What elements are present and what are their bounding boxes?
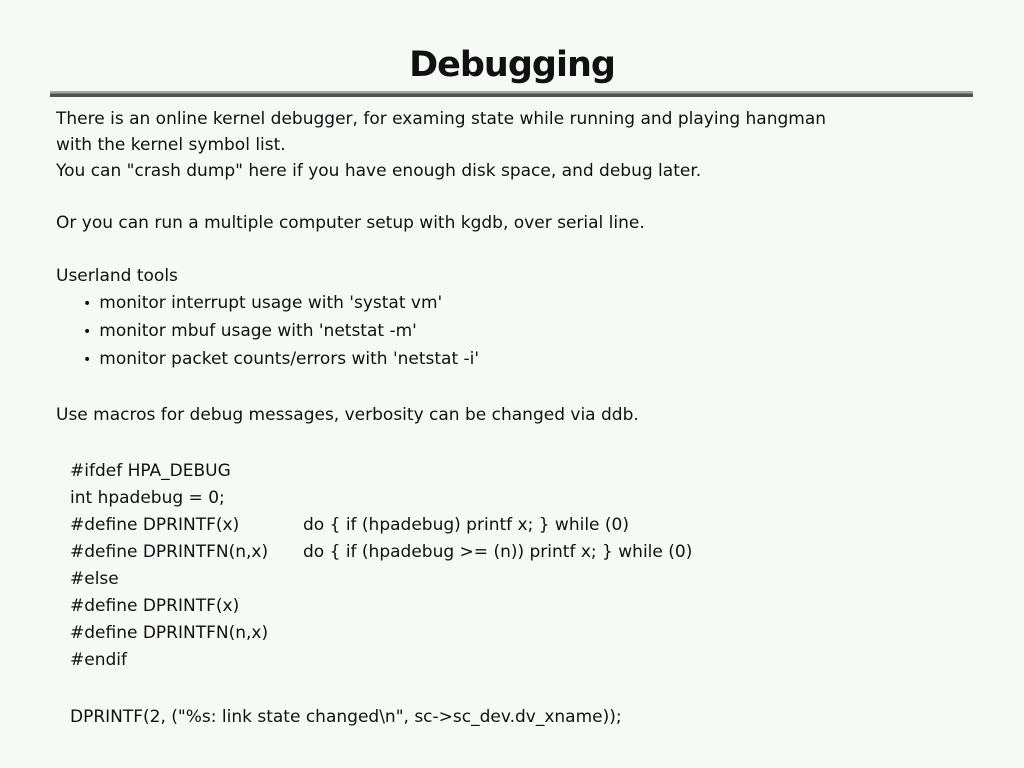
code-decl: #define DPRINTF(x)	[70, 515, 240, 535]
code-line	[70, 648, 127, 672]
code-line	[70, 486, 225, 510]
code-decl: #define DPRINTFN(n,x)	[70, 623, 269, 643]
code-decl: int hpadebug = 0;	[70, 488, 225, 508]
userland-heading: Userland tools	[56, 266, 178, 286]
bullet-text: monitor interrupt usage with 'systat vm'	[99, 293, 443, 313]
intro-line-2: with the kernel symbol list.	[56, 135, 286, 155]
code-line	[70, 459, 231, 483]
code-decl: #define DPRINTFN(n,x)	[70, 542, 269, 562]
dprintf-call-line: DPRINTF(2, ("%s: link state changed\n", sc->sc_dev.dv_xname));	[70, 707, 622, 727]
code-body: do { if (hpadebug >= (n)) printf x; } while (0)	[303, 542, 693, 562]
code-decl: #endif	[70, 650, 127, 670]
bullet-item	[83, 347, 479, 372]
code-line	[70, 621, 268, 645]
title-rule	[50, 91, 973, 97]
macros-line: Use macros for debug messages, verbosity can be changed via ddb.	[56, 405, 639, 425]
bullet-text: monitor mbuf usage with 'netstat -m'	[99, 321, 417, 341]
code-line	[70, 540, 693, 564]
intro-line-1: There is an online kernel debugger, for examing state while running and playing hangman	[56, 109, 827, 129]
code-decl: #define DPRINTF(x)	[70, 596, 240, 616]
bullet-text: monitor packet counts/errors with 'netstat -i'	[99, 349, 480, 369]
bullet-icon: •	[83, 324, 92, 340]
code-body: do { if (hpadebug) printf x; } while (0)	[303, 515, 629, 535]
kgdb-line: Or you can run a multiple computer setup with kgdb, over serial line.	[56, 213, 645, 233]
intro-line-3: You can "crash dump" here if you have enough disk space, and debug later.	[56, 161, 702, 181]
bullet-icon: •	[83, 352, 92, 368]
page-title: Debugging	[409, 45, 615, 85]
bullet-item	[83, 319, 417, 344]
code-decl: #else	[70, 569, 119, 589]
bullet-item	[83, 291, 442, 316]
bullet-icon: •	[83, 296, 92, 312]
code-decl: #ifdef HPA_DEBUG	[70, 461, 231, 481]
code-line	[70, 513, 629, 537]
code-line	[70, 594, 239, 618]
code-line	[70, 567, 119, 591]
